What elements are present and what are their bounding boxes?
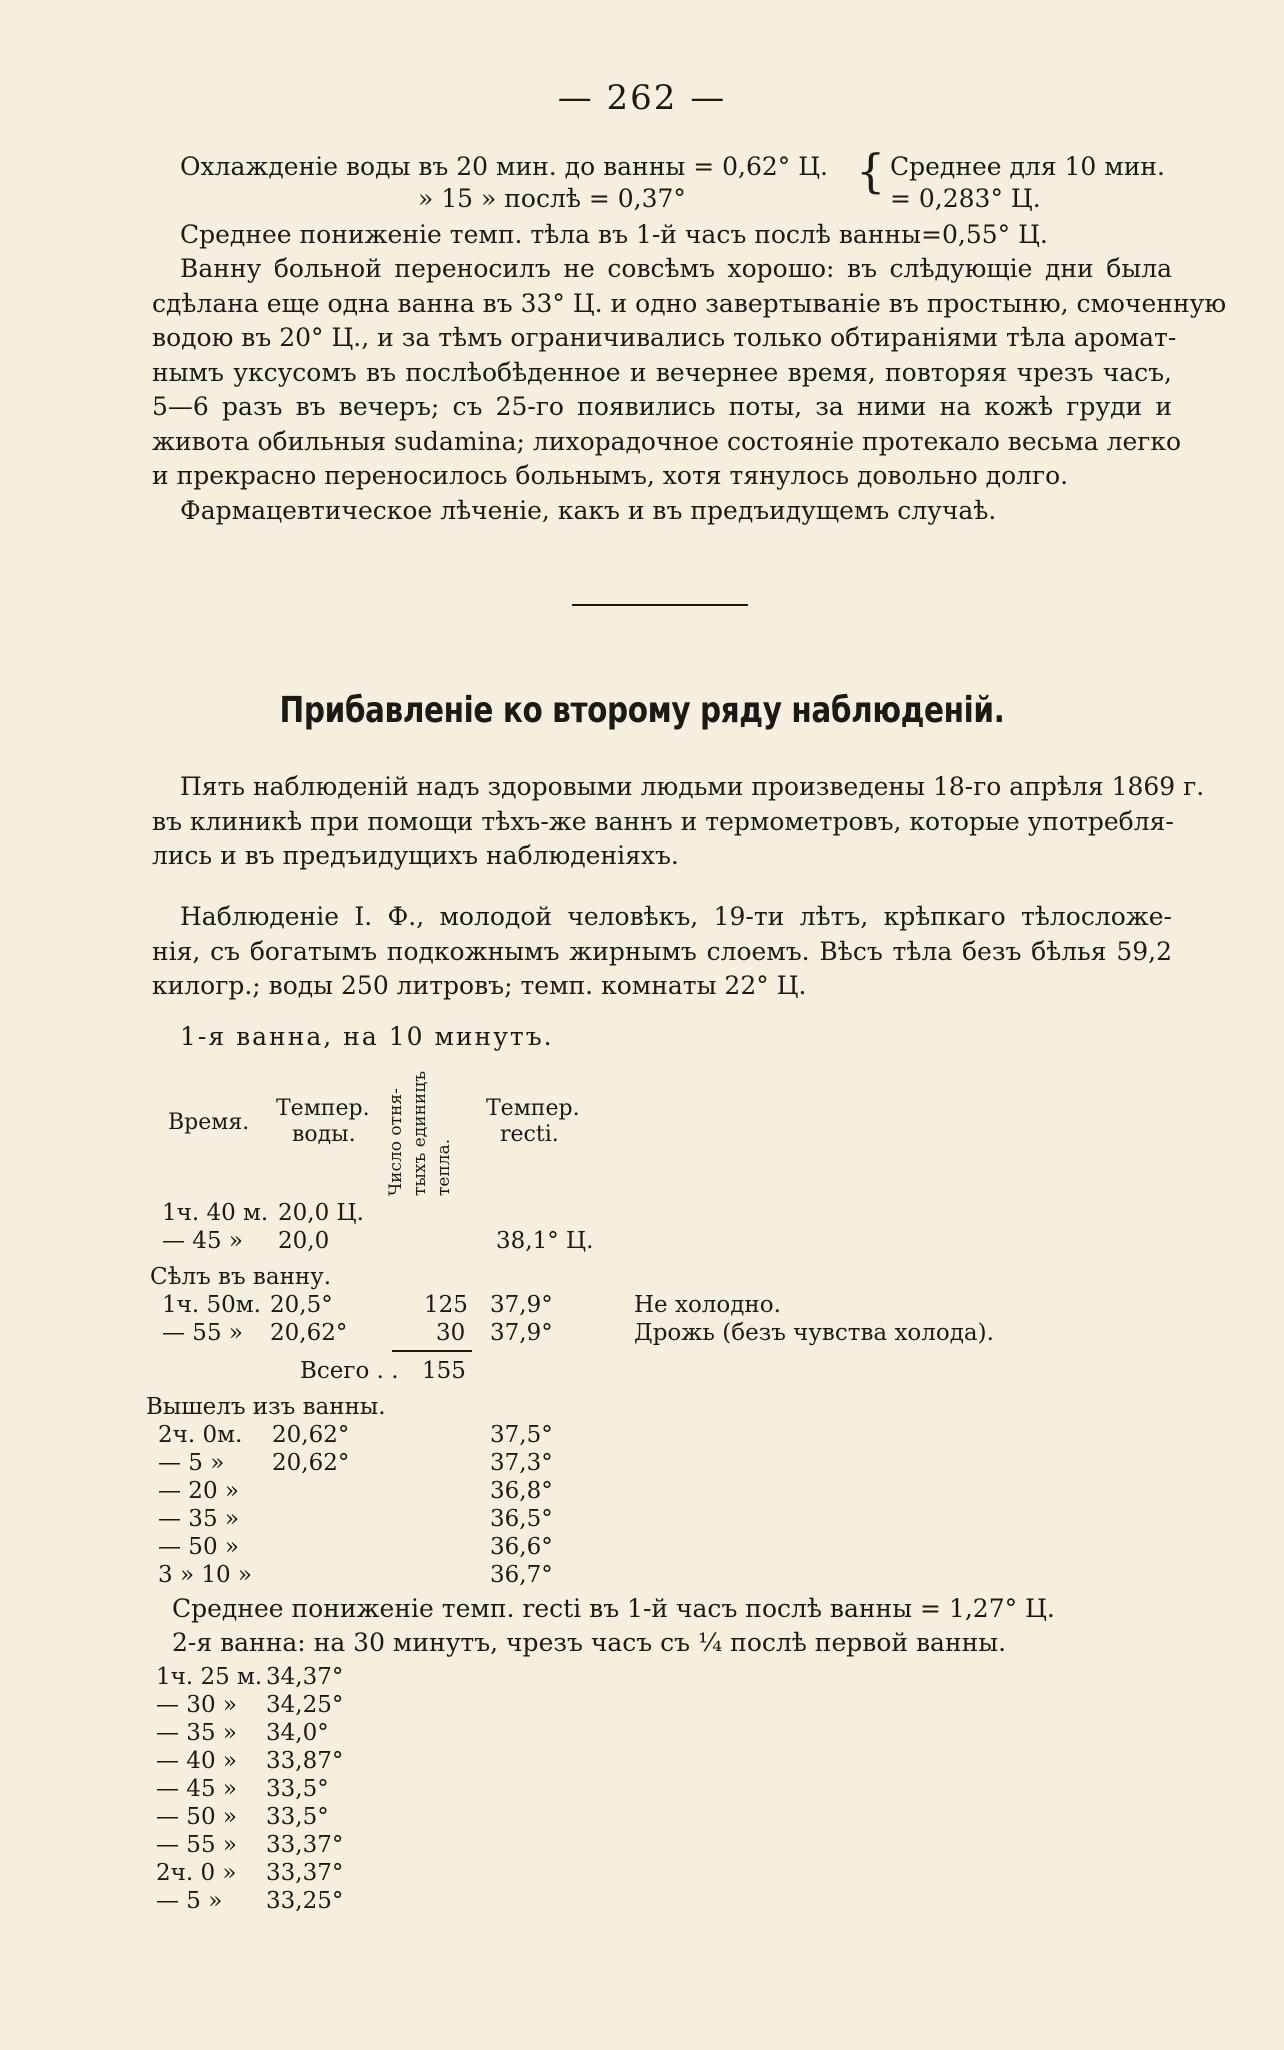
table-row-water: 20,62° (272, 1450, 350, 1476)
pharmaceutical-line: Фармацевтическое лѣченіе, какъ и въ предъидущемъ случаѣ. (180, 496, 997, 525)
table-row-time: 1ч. 40 м. (162, 1200, 269, 1226)
table-row-water: 33,37° (266, 1832, 344, 1858)
table-row-rectal: 38,1° Ц. (496, 1228, 594, 1254)
table-row-rectal: 36,7° (490, 1562, 553, 1588)
paragraph-line: лись и въ предъидущихъ наблюденіяхъ. (152, 841, 679, 870)
bath1-title: 1-я ванна, на 10 минутъ. (180, 1022, 554, 1051)
table-row-time: 1ч. 50м. (162, 1292, 261, 1318)
page-number: — 262 — (557, 78, 727, 118)
patient-paragraph (152, 252, 1227, 494)
table-row-rectal: 37,9° (490, 1320, 553, 1346)
paragraph-line: килогр.; воды 250 литровъ; темп. комнаты 22° Ц. (152, 971, 807, 1000)
intro-paragraph (152, 770, 1205, 874)
table-row-time: — 50 » (158, 1534, 239, 1560)
paragraph-line: нія, съ богатымъ подкожнымъ жирнымъ слоемъ. Вѣсъ тѣла безъ бѣлья 59,2 (152, 936, 1172, 966)
table-row-time: 2ч. 0 » (156, 1860, 237, 1886)
paragraph-line: живота обильныя sudamina; лихорадочное состояніе протекало весьма легко (152, 426, 1182, 456)
paragraph-line: и прекрасно переносилось больнымъ, хотя тянулось довольно долго. (152, 461, 1069, 490)
table-row-water: 20,62° (272, 1422, 350, 1448)
brace-mark: { (856, 144, 886, 198)
table-row-water: 33,87° (266, 1748, 344, 1774)
table-row-time: — 45 » (156, 1776, 237, 1802)
paragraph-line: водою въ 20° Ц., и за тѣмъ ограничивались только обтираніями тѣла аромат- (152, 323, 1177, 352)
table-row-note: Не холодно. (634, 1292, 781, 1318)
table-row-water: 34,37° (266, 1664, 344, 1690)
table-row-time: 1ч. 25 м. (156, 1664, 263, 1690)
table-row-time: — 5 » (156, 1888, 223, 1914)
header-units-3: тепла. (434, 1138, 454, 1196)
table-row-rectal: 37,3° (490, 1450, 553, 1476)
table-row-rectal: 37,9° (490, 1292, 553, 1318)
average-rectal-decrease-line: Среднее пониженіе темп. recti въ 1-й часъ послѣ ванны = 1,27° Ц. (172, 1594, 1055, 1623)
table-row-units: 30 (436, 1320, 466, 1346)
table-row-water: 20,5° (270, 1292, 333, 1318)
table-row-time: — 55 » (162, 1320, 243, 1346)
average-10-min-label: Среднее для 10 мин. (890, 152, 1165, 181)
paragraph-line: Ванну больной переносилъ не совсѣмъ хорошо: въ слѣдующіе дни была (180, 254, 1172, 283)
table-row-rectal: 37,5° (490, 1422, 553, 1448)
section-title: Прибавленіе ко второму ряду наблюденій. (279, 690, 1005, 731)
table-row-time: — 5 » (158, 1450, 225, 1476)
paragraph-line: Пять наблюденій надъ здоровыми людьми произведены 18-го апрѣля 1869 г. (180, 772, 1205, 801)
cooling-before-line: Охлажденіе воды въ 20 мин. до ванны = 0,62° Ц. (180, 152, 828, 181)
cooling-after-line: » 15 » послѣ = 0,37° (418, 184, 686, 213)
paragraph-line: нымъ уксусомъ въ послѣобѣденное и вечернее время, повторяя чрезъ часъ, (152, 357, 1172, 387)
table-row-units: 125 (424, 1292, 468, 1318)
header-rectal-temp-2: recti. (500, 1122, 559, 1147)
table-row-rectal: 36,6° (490, 1534, 553, 1560)
table-row-water: 20,62° (270, 1320, 348, 1346)
table-row-rectal: 36,8° (490, 1478, 553, 1504)
table-row-note: Дрожь (безъ чувства холода). (634, 1320, 994, 1346)
paragraph-line: Наблюденіе I. Ф., молодой человѣкъ, 19-ти лѣтъ, крѣпкаго тѣлосложе- (180, 902, 1172, 931)
table-row-time: 2ч. 0м. (158, 1422, 243, 1448)
header-time: Время. (168, 1110, 250, 1135)
sum-underline (392, 1350, 472, 1352)
table-row-water: 33,5° (266, 1776, 329, 1802)
header-water-temp: Темпер. (276, 1096, 370, 1121)
table-row-water: 33,25° (266, 1888, 344, 1914)
total-value: 155 (422, 1358, 466, 1384)
header-rectal-temp: Темпер. (486, 1096, 580, 1121)
table-row-rectal: 36,5° (490, 1506, 553, 1532)
average-decrease-line: Среднее пониженіе темп. тѣла въ 1-й часъ послѣ ванны=0,55° Ц. (180, 220, 1048, 249)
table-row-time: — 35 » (156, 1720, 237, 1746)
table-row-water: 34,0° (266, 1720, 329, 1746)
paragraph-line: сдѣлана еще одна ванна въ 33° Ц. и одно завертываніе въ простыню, смоченную (152, 288, 1227, 318)
table-row-water: 20,0 Ц. (278, 1200, 364, 1226)
paragraph-line: въ клиникѣ при помощи тѣхъ-же ваннъ и термометровъ, которые употребля- (152, 806, 1174, 836)
table-row-time: — 30 » (156, 1692, 237, 1718)
bath2-title: 2-я ванна: на 30 минутъ, чрезъ часъ съ ¼ послѣ первой ванны. (172, 1628, 1007, 1657)
table-row-water: 33,37° (266, 1860, 344, 1886)
left-bath-label: Вышелъ изъ ванны. (146, 1394, 386, 1420)
table-row-time: — 50 » (156, 1804, 237, 1830)
table-row-time: 3 » 10 » (158, 1562, 252, 1588)
header-units-2: тыхъ единицъ (410, 1070, 430, 1196)
paragraph-line: 5—6 разъ въ вечеръ; съ 25-го появились поты, за ними на кожѣ груди и (152, 392, 1172, 421)
header-units-1: Число отня- (386, 1088, 406, 1196)
observation-paragraph (152, 900, 1172, 1004)
table-row-time: — 55 » (156, 1832, 237, 1858)
header-water-temp-2: воды. (292, 1122, 356, 1147)
section-divider (572, 604, 748, 606)
table-row-water: 33,5° (266, 1804, 329, 1830)
table-row-water: 34,25° (266, 1692, 344, 1718)
table-row-time: — 20 » (158, 1478, 239, 1504)
table-row-time: — 40 » (156, 1748, 237, 1774)
table-row-time: — 35 » (158, 1506, 239, 1532)
average-10-min-value: = 0,283° Ц. (890, 184, 1041, 213)
table-row-water: 20,0 (278, 1228, 330, 1254)
total-label: Всего . . (300, 1358, 399, 1384)
table-row-time: — 45 » (162, 1228, 243, 1254)
sat-in-bath-label: Сѣлъ въ ванну. (150, 1264, 332, 1290)
